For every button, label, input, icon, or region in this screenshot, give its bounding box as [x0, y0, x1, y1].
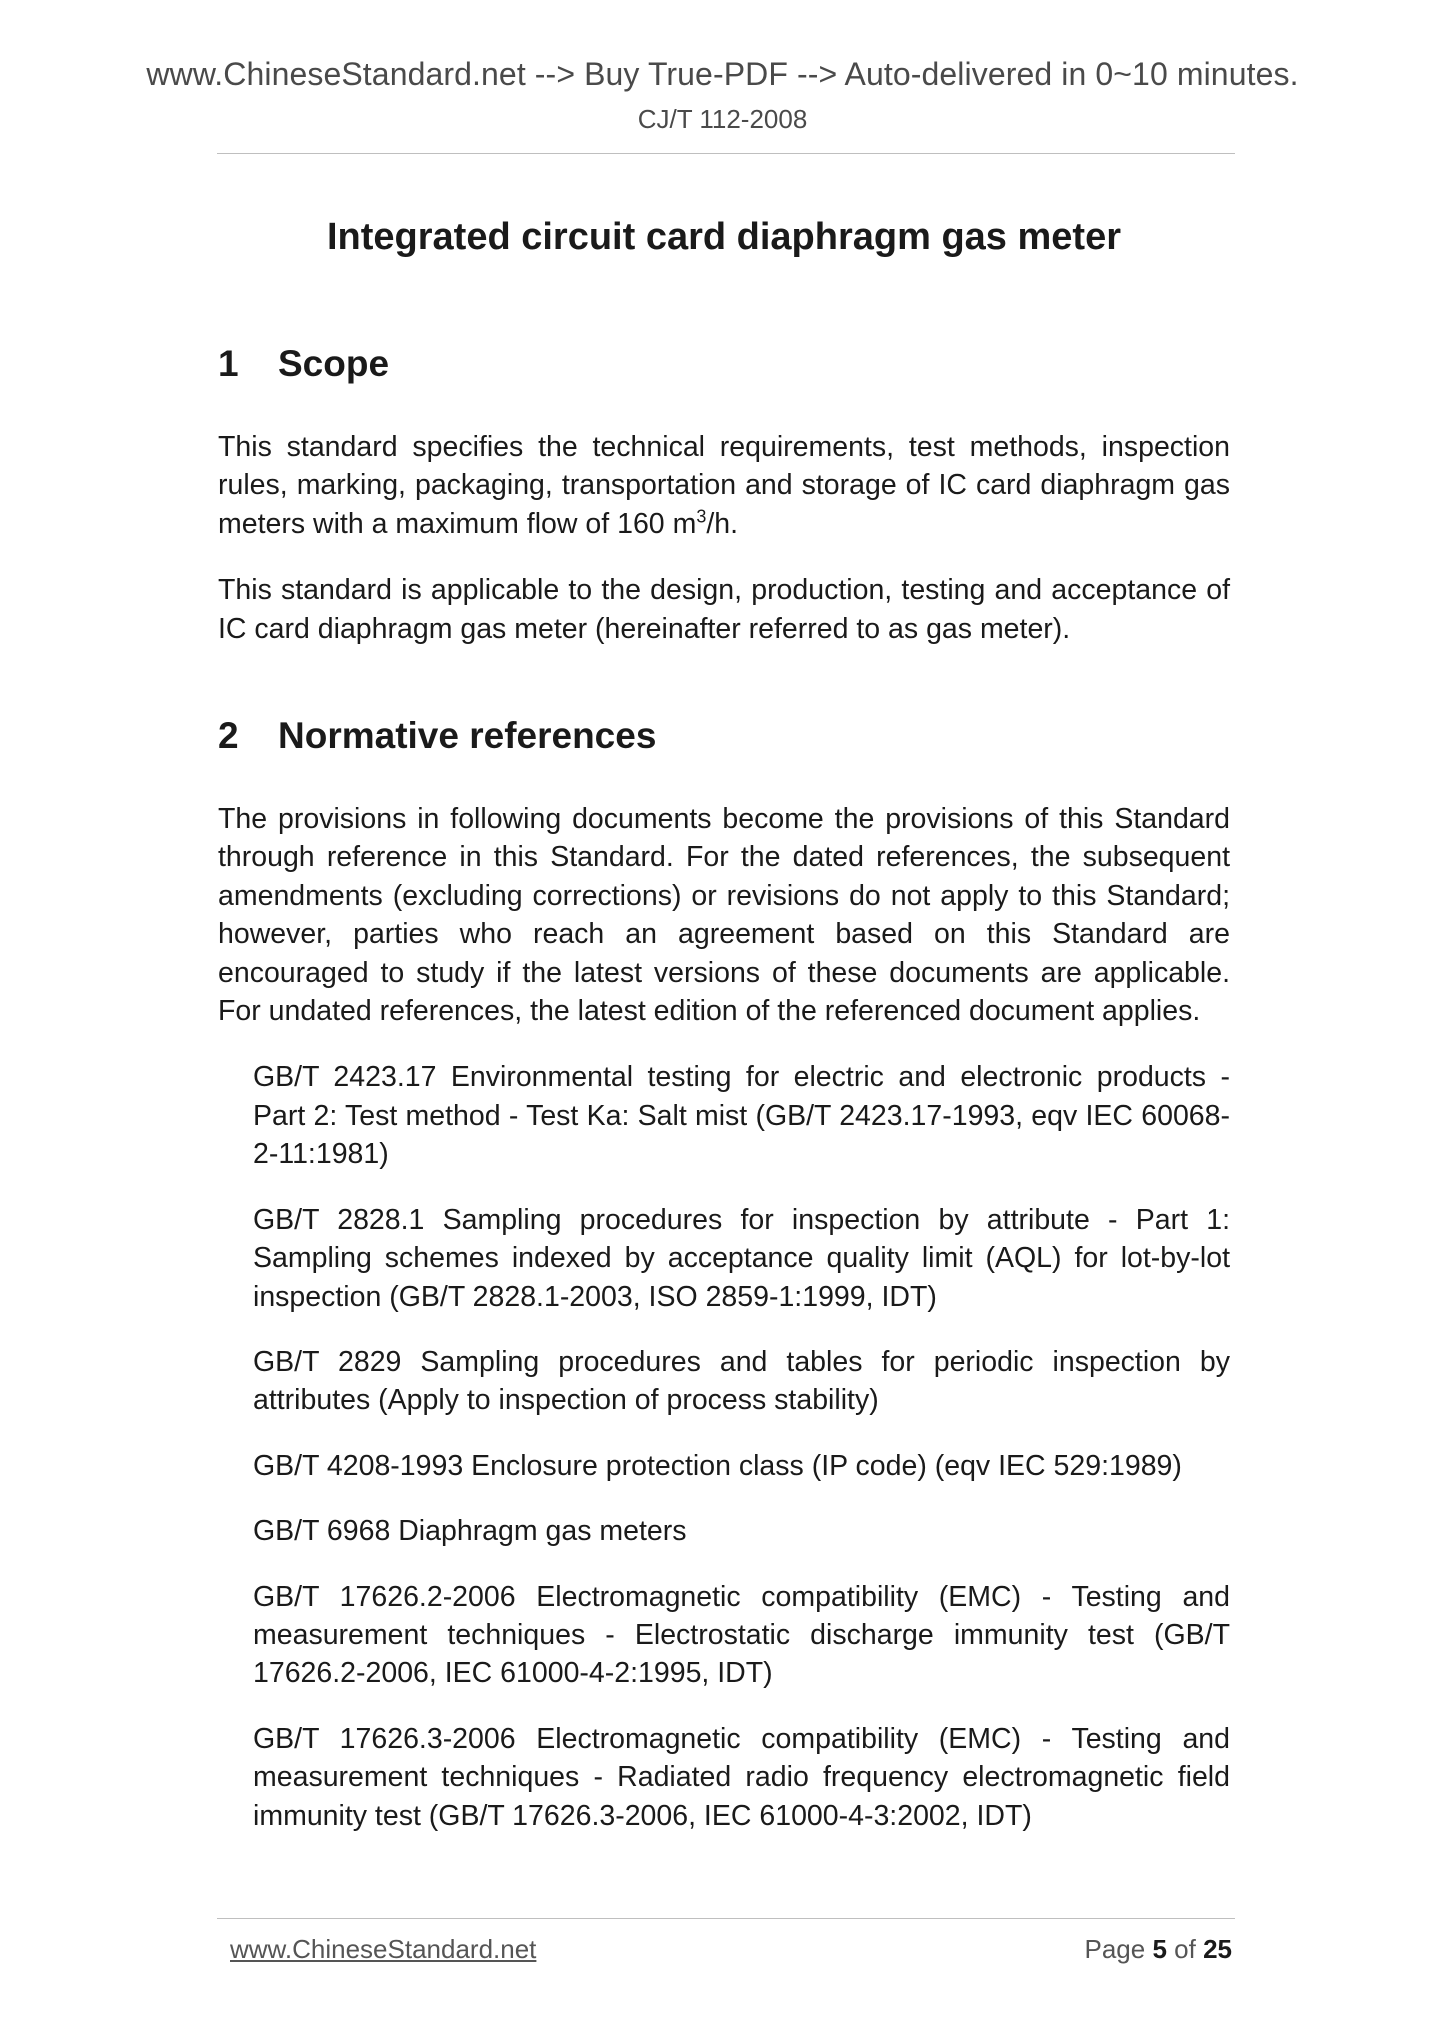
reference-item: GB/T 17626.3-2006 Electromagnetic compatibility (EMC) - Testing and measurement techniques - Radiated radio frequency electromagnetic field immunity test (GB/T 17626.3-2006, IEC 61000-4-3:2002, IDT) [253, 1722, 1230, 1832]
reference-item: GB/T 4208-1993 Enclosure protection class (IP code) (eqv IEC 529:1989) [253, 1449, 1182, 1482]
section-number: 2 [218, 715, 239, 757]
section-number: 1 [218, 343, 239, 384]
page-content [218, 212, 1230, 1862]
references-intro: The provisions in following documents become the provisions of this Standard through reference in this Standard. For the dated references, the subsequent amendments (excluding corrections) or revisions do not apply to this Standard; however, parties who reach an agreement based on this Standard are encouraged to study if the latest versions of these documents are applicable. For undated references, the latest edition of the referenced document applies. [218, 803, 1230, 1028]
scope-paragraph-2: This standard is applicable to the design, production, testing and acceptance of IC card diaphragm gas meter (hereinafter referred to as gas meter). [218, 574, 1230, 645]
section-heading-normative-references [218, 712, 1230, 760]
header-divider [217, 153, 1235, 154]
footer-divider [217, 1918, 1235, 1919]
page-number [1084, 1934, 1232, 1965]
reference-item: GB/T 2829 Sampling procedures and tables for periodic inspection by attributes (Apply to inspection of process stability) [253, 1345, 1230, 1417]
superscript: 3 [696, 506, 707, 527]
reference-item: GB/T 17626.2-2006 Electromagnetic compatibility (EMC) - Testing and measurement techniques - Electrostatic discharge immunity test (GB/T 17626.2-2006, IEC 61000-4-2:1995, IDT) [253, 1580, 1230, 1690]
section-heading-scope [218, 340, 1230, 388]
page-total: 25 [1203, 1934, 1232, 1964]
reference-item: GB/T 2828.1 Sampling procedures for inspection by attribute - Part 1: Sampling schemes indexed by acceptance quality limit (AQL) for lot-by-lot inspection (GB/T 2828.1-2003, ISO 2859-1:1999, IDT) [253, 1203, 1230, 1313]
reference-list [218, 1058, 1230, 1835]
document-title: Integrated circuit card diaphragm gas meter [326, 216, 1121, 258]
page-current: 5 [1152, 1934, 1167, 1964]
scope-text-end: /h. [706, 507, 739, 540]
scope-paragraph-1 [218, 428, 1230, 543]
reference-item: GB/T 2423.17 Environmental testing for electric and electronic products - Part 2: Test method - Test Ka: Salt mist (GB/T 2423.17-1993, eqv IEC 60068-2-11:1981) [253, 1061, 1230, 1171]
reference-item: GB/T 6968 Diaphragm gas meters [253, 1515, 687, 1548]
page-of: of [1174, 1934, 1196, 1964]
scope-text: This standard specifies the technical requirements, test methods, inspection rules, marking, packaging, transportation and storage of IC card diaphragm gas meters with a maximum flow of 160 m [218, 431, 1230, 540]
footer-website-link[interactable]: www.ChineseStandard.net [230, 1934, 537, 1964]
section-title: Scope [278, 343, 390, 384]
standard-code: CJ/T 112-2008 [637, 104, 808, 134]
page-label: Page [1084, 1934, 1146, 1964]
header-banner[interactable]: www.ChineseStandard.net --> Buy True-PDF --> Auto-delivered in 0~10 minutes. [146, 56, 1299, 92]
section-title: Normative references [278, 715, 657, 757]
